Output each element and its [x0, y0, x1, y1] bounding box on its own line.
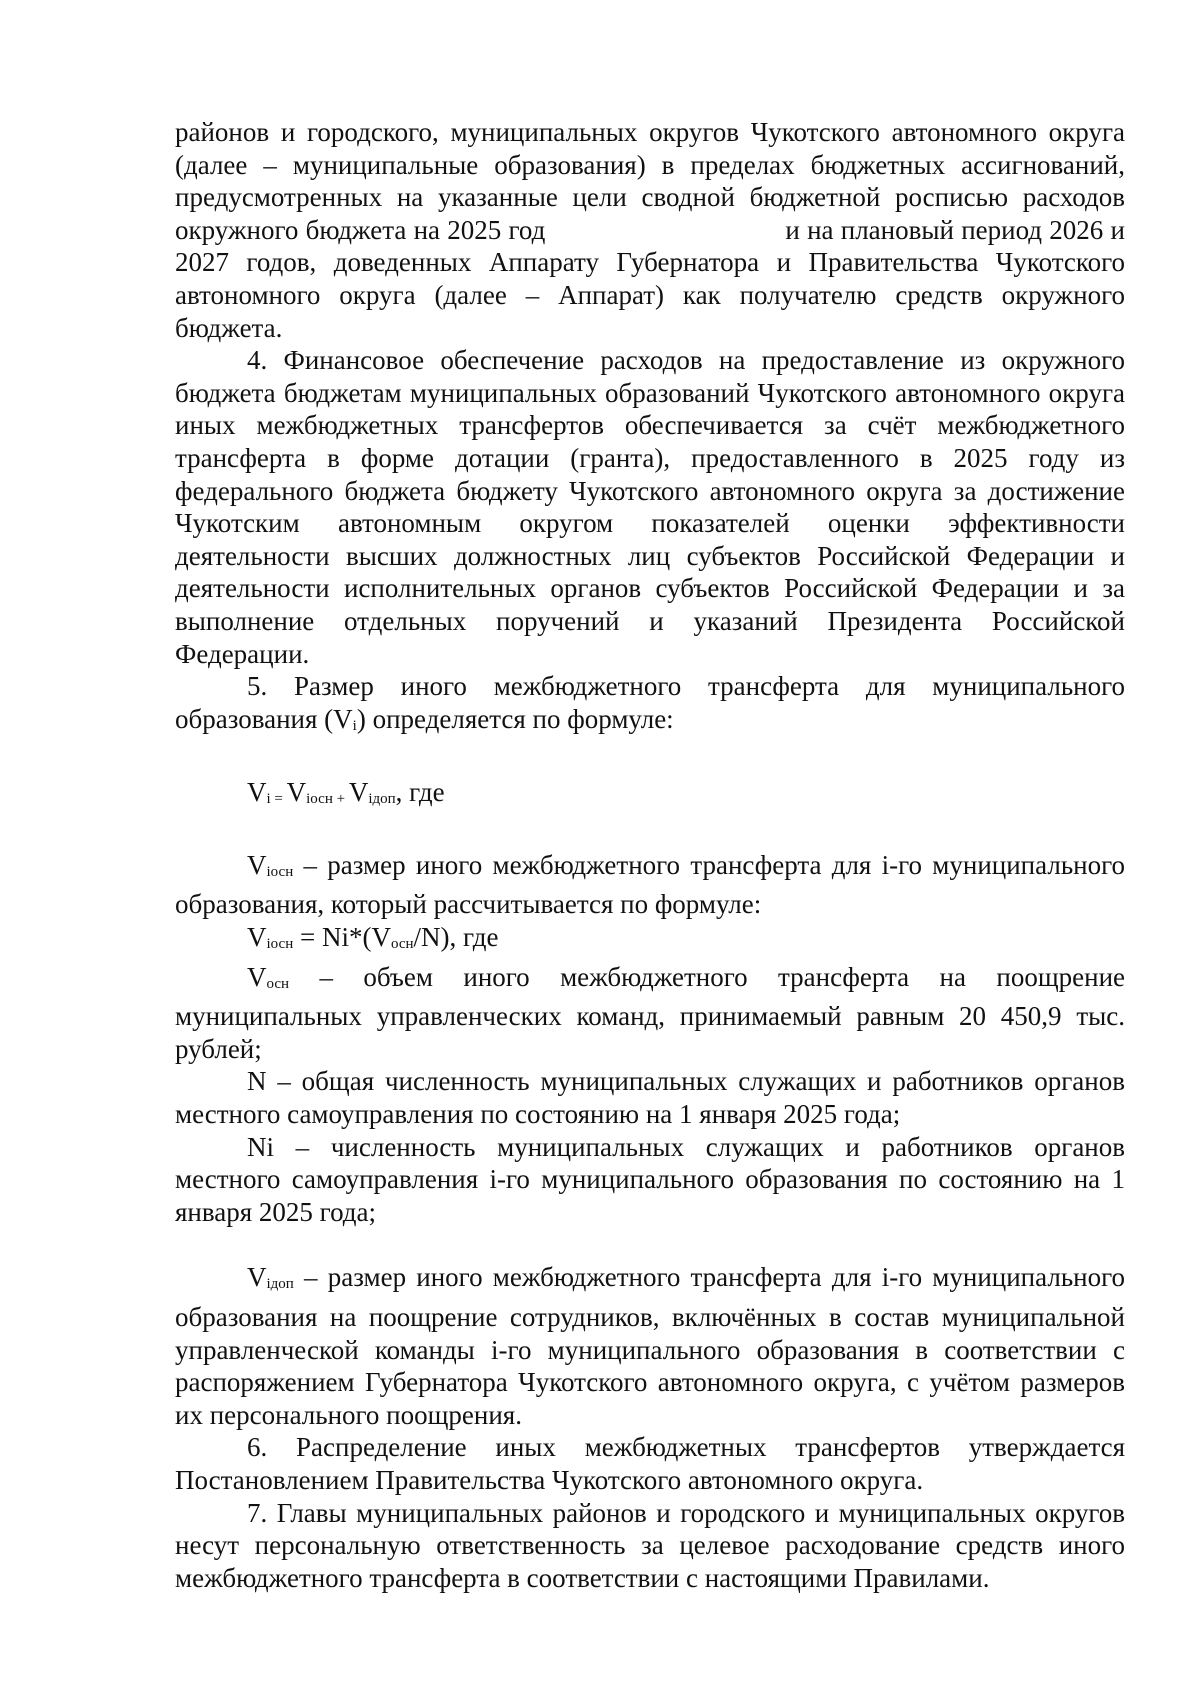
paragraph-5-text-b: ) определяется по формуле: [356, 703, 674, 734]
paragraph-7: 7. Главы муниципальных районов и городского и муниципальных округов несут персональную ответственность за целевое расходование средств иного межбюджетного трансферта в соответствии с настоящими Правилами. [175, 1497, 1125, 1593]
paragraph-4: 4. Финансовое обеспечение расходов на предоставление из окружного бюджета бюджетам муниципальных образований Чукотского автономного округа иных межбюджетных трансфертов обеспечивается за счёт межбюджетного трансферта в форме дотации (гранта), предоставленного в 2025 году из федерального бюджета бюджету Чукотского автономного округа за достижение Чукотским автономным округом показателей оценки эффективности деятельности высших должностных лиц субъектов Российской Федерации и деятельности исполнительных органов субъектов Российской Федерации и за выполнение отдельных поручений и указаний Президента Российской Федерации. [175, 345, 1125, 669]
formula-viosn-tail: /N), где [413, 922, 499, 953]
formula-main-eq: = [270, 791, 287, 808]
spacer [175, 1228, 1125, 1261]
paragraph-6: 6. Распределение иных межбюджетных трансфертов утверждается Постановлением Правительства Чукотского автономного округа. [175, 1432, 1125, 1495]
formula-main-sub-i: i [266, 791, 271, 808]
paragraph-5-subscript: i [352, 717, 357, 734]
formula-main-v: V [247, 777, 267, 808]
definition-vosn-sub: осн [266, 975, 290, 992]
formula-viosn [175, 921, 1125, 961]
definition-viosn [175, 849, 1125, 921]
formula-viosn-sub2: осн [390, 936, 414, 953]
paragraph-5 [175, 670, 1125, 742]
definition-ni: Ni – численность муниципальных служащих и работников органов местного самоуправления i-го муниципального образования по состоянию на 1 января 2025 года; [175, 1131, 1125, 1227]
formula-main-sub-iosn: iосн [306, 791, 333, 808]
definition-vidop [175, 1261, 1125, 1431]
formula-main-plus: + [332, 791, 349, 808]
definition-vosn [175, 961, 1125, 1066]
paragraph-intro-part-a: районов и городского, муниципальных округов Чукотского автономного округа (далее – муниципальные образования) в пределах бюджетных ассигнований, предусмотренных на указанные цели сводной бюджетной росписью расходов окружного бюджета на 2025 год [175, 117, 1125, 245]
definition-viosn-v: V [247, 849, 267, 880]
formula-main-sub-idop: iдоп [368, 791, 396, 808]
definition-viosn-sub: iосн [266, 863, 294, 880]
formula-viosn-v: V [247, 922, 267, 953]
paragraph-intro [175, 116, 1125, 344]
formula-main-tail: , где [395, 777, 445, 808]
formula-viosn-sub: iосн [266, 936, 294, 953]
spacer [175, 816, 1125, 849]
definition-vidop-v: V [247, 1262, 267, 1293]
definition-vosn-text: – объем иного межбюджетного трансферта на поощрение муниципальных управленческих команд, принимаемый равным 20 450,9 тыс. рублей; [175, 961, 1125, 1064]
definition-viosn-text: – размер иного межбюджетного трансферта для i-го муниципального образования, который рассчитывается по формуле: [175, 849, 1125, 920]
paragraph-5-text-a: 5. Размер иного межбюджетного трансферта для муниципального образования (V [175, 671, 1125, 734]
formula-main-v3: V [348, 777, 369, 808]
document-page [175, 116, 1125, 1594]
definition-vosn-v: V [247, 961, 267, 992]
definition-vidop-text: – размер иного межбюджетного трансферта для i-го муниципального образования на поощрение сотрудников, включённых в состав муниципальной управленческой команды i-го муниципального образования в соответствии с распоряжением Губернатора Чукотского автономного округа, с учётом размеров их персонального поощрения. [175, 1262, 1125, 1430]
formula-main [175, 776, 1125, 816]
paragraph-intro-part-b: и на плановый период 2026 и 2027 годов, доведенных Аппарату Губернатора и Правительства Чукотского автономного округа (далее – Аппарат) как получателю средств окружного бюджета. [175, 214, 1125, 343]
definition-vidop-sub: iдоп [266, 1276, 294, 1293]
formula-viosn-mid: = Ni*(V [293, 922, 391, 953]
formula-main-v2: V [286, 777, 307, 808]
definition-n: N – общая численность муниципальных служащих и работников органов местного самоуправления по состоянию на 1 января 2025 года; [175, 1066, 1125, 1130]
spacer [175, 742, 1125, 776]
